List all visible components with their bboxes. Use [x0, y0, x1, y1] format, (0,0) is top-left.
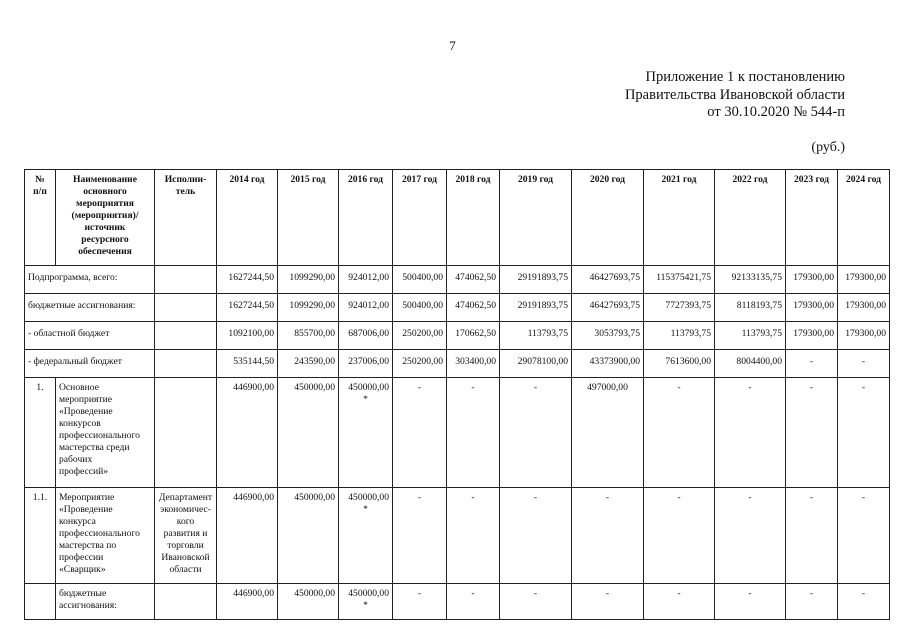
table-cell: 1099290,00: [278, 266, 339, 294]
table-cell: -: [500, 378, 572, 488]
table-cell: -: [393, 584, 447, 620]
table-cell: 46427693,75: [572, 294, 644, 322]
row-executor: [155, 294, 217, 322]
column-header-name: Наименование основного мероприятия (мероприятия)/ источник ресурсного обеспечения: [56, 170, 155, 266]
table-cell: 113793,75: [644, 322, 715, 350]
table-cell: 237006,00: [339, 350, 393, 378]
table-header-row: [25, 170, 890, 266]
column-header-year: 2024 год: [838, 170, 890, 266]
row-name: Мероприятие «Проведение конкурса профессионального мастерства по профессии «Сварщик»: [56, 488, 155, 584]
column-header-year: 2018 год: [447, 170, 500, 266]
table-cell: -: [715, 488, 786, 584]
table-cell: 924012,00: [339, 294, 393, 322]
table-cell: -: [572, 584, 644, 620]
table-cell: 500400,00: [393, 294, 447, 322]
table-cell: -: [715, 378, 786, 488]
table-cell: -: [838, 584, 890, 620]
column-header-num: № п/п: [25, 170, 56, 266]
table-cell: 687006,00: [339, 322, 393, 350]
table-cell: -: [786, 584, 838, 620]
table-cell: -: [393, 378, 447, 488]
row-index: 1.1.: [25, 488, 56, 584]
table-cell: 450000,00 *: [339, 488, 393, 584]
table-cell: 92133135,75: [715, 266, 786, 294]
footnote-mark: *: [363, 504, 368, 515]
table-row-budget: [25, 294, 890, 322]
table-cell: -: [644, 378, 715, 488]
row-executor: [155, 266, 217, 294]
table-cell: -: [447, 378, 500, 488]
table-cell: 179300,00: [786, 322, 838, 350]
table-cell: 115375421,75: [644, 266, 715, 294]
table-cell: 7727393,75: [644, 294, 715, 322]
row-executor: [155, 378, 217, 488]
table-cell: 1627244,50: [217, 294, 278, 322]
table-cell: 179300,00: [838, 266, 890, 294]
table-cell: -: [500, 584, 572, 620]
table-cell: 446900,00: [217, 488, 278, 584]
table-cell: 179300,00: [786, 294, 838, 322]
table-row-event-1-1: [25, 488, 890, 584]
table-row-subprogram: [25, 266, 890, 294]
table-cell: -: [447, 488, 500, 584]
table-cell: 179300,00: [838, 322, 890, 350]
table-cell: 924012,00: [339, 266, 393, 294]
table-cell: -: [393, 488, 447, 584]
header-line: от 30.10.2020 № 544-п: [707, 104, 845, 120]
row-executor: [155, 350, 217, 378]
table-row-regional: [25, 322, 890, 350]
table-cell: -: [572, 488, 644, 584]
table-row-event-1-1-budget: [25, 584, 890, 620]
table-cell: 29078100,00: [500, 350, 572, 378]
table-cell: 113793,75: [500, 322, 572, 350]
column-header-year: 2019 год: [500, 170, 572, 266]
table-cell: 1092100,00: [217, 322, 278, 350]
currency-unit: (руб.): [811, 140, 845, 155]
row-label: Подпрограмма, всего:: [25, 266, 155, 294]
row-executor: [155, 322, 217, 350]
table-cell: 8118193,75: [715, 294, 786, 322]
footnote-mark: *: [363, 600, 368, 611]
document-header: [625, 69, 845, 122]
table-cell: 250200,00: [393, 350, 447, 378]
table-cell: -: [838, 378, 890, 488]
table-cell: 43373900,00: [572, 350, 644, 378]
table-cell: 179300,00: [786, 266, 838, 294]
table-cell: -: [447, 584, 500, 620]
table-cell: 450000,00: [278, 378, 339, 488]
column-header-year: 2022 год: [715, 170, 786, 266]
column-header-year: 2016 год: [339, 170, 393, 266]
row-name: бюджетные ассигнования:: [56, 584, 155, 620]
table-cell: 446900,00: [217, 378, 278, 488]
table-cell: -: [786, 350, 838, 378]
row-label: бюджетные ассигнования:: [25, 294, 155, 322]
column-header-year: 2023 год: [786, 170, 838, 266]
table-row-main-event: [25, 378, 890, 488]
table-row-federal: [25, 350, 890, 378]
table-cell: 7613600,00: [644, 350, 715, 378]
column-header-year: 2014 год: [217, 170, 278, 266]
column-header-year: 2017 год: [393, 170, 447, 266]
row-label: - областной бюджет: [25, 322, 155, 350]
table-cell: 3053793,75: [572, 322, 644, 350]
header-line: Правительства Ивановской области: [624, 86, 845, 103]
row-executor: [155, 584, 217, 620]
page-number: 7: [449, 38, 456, 53]
table-cell: -: [644, 488, 715, 584]
table-cell: -: [715, 584, 786, 620]
column-header-year: 2015 год: [278, 170, 339, 266]
table-cell: 497000,00: [572, 378, 644, 488]
table-cell: 446900,00: [217, 584, 278, 620]
row-index: [25, 584, 56, 620]
table-cell: 29191893,75: [500, 294, 572, 322]
table-cell: 29191893,75: [500, 266, 572, 294]
column-header-year: 2020 год: [572, 170, 644, 266]
table-cell: 450000,00 *: [339, 378, 393, 488]
table-cell: -: [644, 584, 715, 620]
table-cell: -: [838, 488, 890, 584]
table-cell: 500400,00: [393, 266, 447, 294]
funding-table: [24, 169, 890, 620]
table-cell: 46427693,75: [572, 266, 644, 294]
table-cell: 243590,00: [278, 350, 339, 378]
table-cell: 450000,00: [278, 584, 339, 620]
table-cell: 474062,50: [447, 294, 500, 322]
table-cell: 170662,50: [447, 322, 500, 350]
header-line: Приложение 1 к постановлению: [645, 69, 845, 85]
table-cell: 450000,00: [278, 488, 339, 584]
footnote-mark: *: [363, 394, 368, 405]
table-cell: 250200,00: [393, 322, 447, 350]
row-index: 1.: [25, 378, 56, 488]
row-label: - федеральный бюджет: [25, 350, 155, 378]
column-header-year: 2021 год: [644, 170, 715, 266]
table-cell: 179300,00: [838, 294, 890, 322]
table-cell: 1627244,50: [217, 266, 278, 294]
column-header-executor: Исполни- тель: [155, 170, 217, 266]
table-cell: 474062,50: [447, 266, 500, 294]
table-cell: 113793,75: [715, 322, 786, 350]
table-cell: 450000,00 *: [339, 584, 393, 620]
table-cell: -: [838, 350, 890, 378]
table-cell: 535144,50: [217, 350, 278, 378]
table-cell: 8004400,00: [715, 350, 786, 378]
table-cell: -: [786, 488, 838, 584]
table-cell: -: [786, 378, 838, 488]
row-name: Основное мероприятие «Проведение конкурсов профессионального мастерства среди рабочих профессий»: [56, 378, 155, 488]
table-cell: 855700,00: [278, 322, 339, 350]
table-cell: -: [500, 488, 572, 584]
table-cell: 1099290,00: [278, 294, 339, 322]
table-cell: 303400,00: [447, 350, 500, 378]
row-executor: Департамент экономичес- кого развития и торговли Ивановской области: [155, 488, 217, 584]
